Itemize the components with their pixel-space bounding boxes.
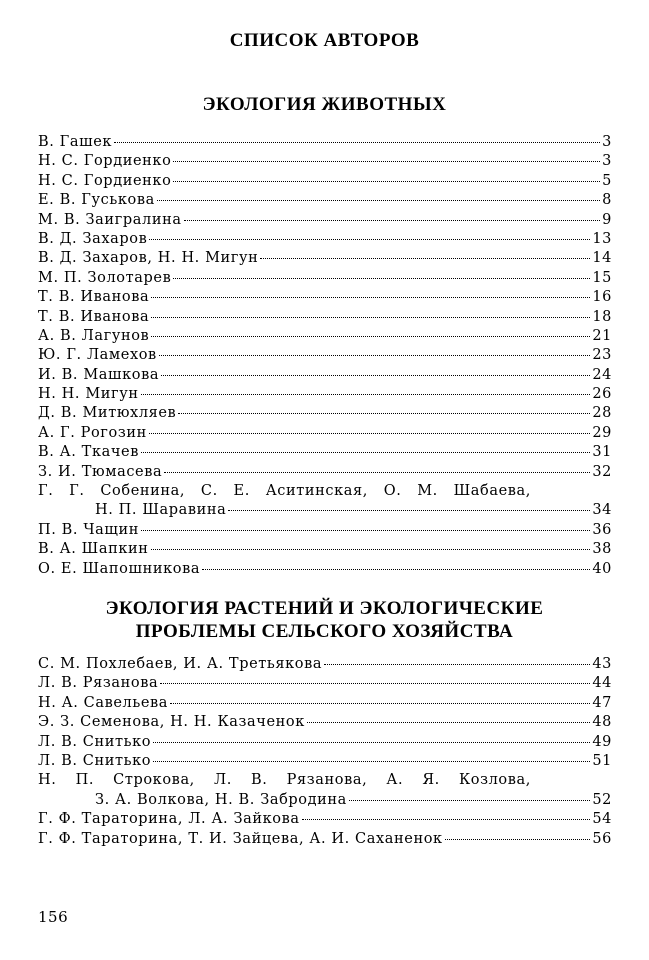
toc-entry-author: Н. Н. Мигун (38, 386, 139, 403)
toc-entry (38, 424, 612, 443)
toc-entry (38, 791, 612, 810)
word: Строкова, (113, 772, 195, 789)
word: Козлова, (458, 772, 531, 789)
dot-leader (157, 200, 600, 201)
toc-entry (38, 346, 612, 365)
toc-entry-author: М. В. Заигралина (38, 211, 182, 228)
toc-entry (38, 133, 612, 152)
word: Аситинская, (265, 483, 369, 500)
dot-leader (151, 336, 590, 337)
word: П. (75, 772, 95, 789)
toc-entry (38, 366, 612, 385)
author-line-words (38, 482, 531, 501)
section-title-line: ПРОБЛЕМЫ СЕЛЬСКОГО ХОЗЯЙСТВА (135, 621, 514, 642)
toc-entry (38, 211, 612, 230)
toc-entry-author: В. А. Ткачев (38, 444, 139, 461)
dot-leader (228, 510, 590, 511)
toc-entry-page: 54 (592, 811, 612, 828)
dot-leader (149, 433, 590, 434)
toc-entry-page: 16 (592, 289, 612, 306)
word: В. (251, 772, 268, 789)
author-list-plant-ecology (38, 655, 612, 849)
toc-entry-page: 43 (592, 656, 612, 672)
dot-leader (160, 683, 590, 684)
word: Е. (233, 483, 250, 500)
toc-entry-author: Т. В. Иванова (38, 289, 150, 306)
toc-entry (38, 521, 612, 540)
author-line-words (38, 771, 531, 790)
toc-entry-page: 48 (592, 714, 612, 731)
toc-entry-author: Л. В. Снитько (38, 733, 152, 750)
toc-entry-author: О. Е. Шапошникова (38, 560, 201, 577)
toc-entry-author: В. Д. Захаров, Н. Н. Мигун (38, 250, 259, 267)
dot-leader (151, 549, 591, 550)
dot-leader (324, 664, 590, 665)
word: Собенина, (100, 483, 186, 500)
dot-leader (184, 220, 601, 221)
word: Шабаева, (453, 483, 531, 500)
toc-entry (38, 560, 612, 579)
toc-entry-author: З. И. Тюмасева (38, 463, 163, 480)
dot-leader (173, 161, 600, 162)
toc-entry-author: Л. В. Рязанова (38, 675, 159, 692)
toc-entry-page: 40 (592, 560, 612, 577)
toc-entry-author: Л. В. Снитько (38, 752, 152, 769)
page-number: 156 (38, 908, 69, 926)
toc-entry (38, 501, 612, 520)
toc-entry-page: 28 (592, 405, 612, 422)
section-title-plant-ecology (0, 597, 649, 643)
toc-entry-page: 32 (592, 463, 612, 480)
toc-entry-page: 23 (592, 347, 612, 364)
toc-entry-author: А. В. Лагунов (38, 327, 150, 344)
toc-entry (38, 733, 612, 752)
toc-entry-page: 47 (592, 694, 612, 711)
toc-entry-page: 24 (592, 366, 612, 383)
word: М. (417, 483, 438, 500)
toc-entry-page: 56 (592, 830, 612, 847)
toc-entry-author: Н. П. Шаравина (95, 502, 227, 519)
toc-entry-page: 8 (602, 192, 612, 209)
word: А. (386, 772, 404, 789)
word: С. (200, 483, 218, 500)
dot-leader (149, 239, 590, 240)
word: Рязанова, (286, 772, 368, 789)
dot-leader (141, 452, 590, 453)
dot-leader (153, 742, 590, 743)
toc-entry (38, 655, 612, 674)
toc-entry-page: 21 (592, 327, 612, 344)
toc-entry (38, 152, 612, 171)
toc-entry-page: 15 (592, 269, 612, 286)
toc-entry-author: Т. В. Иванова (38, 308, 150, 325)
toc-entry-page: 36 (592, 521, 612, 538)
toc-entry-author: М. П. Золотарев (38, 269, 172, 286)
toc-entry-author: Н. С. Гордиенко (38, 172, 172, 189)
section-title-animal-ecology (0, 93, 649, 116)
dot-leader (349, 800, 590, 801)
toc-entry-author: Г. Ф. Тараторина, Л. А. Зайкова (38, 811, 300, 828)
toc-entry-author: В. Д. Захаров (38, 230, 148, 247)
toc-entry-author: Г. Ф. Тараторина, Т. И. Зайцева, А. И. Саханенок (38, 830, 443, 847)
toc-entry-page: 49 (592, 733, 612, 750)
toc-entry-author: И. В. Машкова (38, 366, 160, 383)
toc-entry-author: Е. В. Гуськова (38, 192, 155, 209)
section-title-line: ЭКОЛОГИЯ РАСТЕНИЙ И ЭКОЛОГИЧЕСКИЕ (105, 598, 544, 619)
dot-leader (307, 722, 590, 723)
toc-entry (38, 230, 612, 249)
toc-entry-page: 14 (592, 250, 612, 267)
dot-leader (173, 278, 590, 279)
dot-leader (164, 472, 590, 473)
toc-entry-page: 3 (602, 153, 612, 170)
dot-leader (151, 297, 590, 298)
toc-entry-page: 34 (592, 502, 612, 519)
toc-entry (38, 249, 612, 268)
toc-entry (38, 540, 612, 559)
dot-leader (202, 569, 590, 570)
toc-entry (38, 385, 612, 404)
toc-entry-page: 5 (602, 172, 612, 189)
dot-leader (260, 258, 590, 259)
toc-entry-page: 18 (592, 308, 612, 325)
toc-entry (38, 172, 612, 191)
toc-entry (38, 674, 612, 693)
toc-entry-author: Н. С. Гордиенко (38, 153, 172, 170)
toc-entry-page: 29 (592, 424, 612, 441)
dot-leader (302, 819, 591, 820)
toc-entry-author: Н. А. Савельева (38, 694, 169, 711)
toc-entry (38, 463, 612, 482)
word: Г. (38, 483, 54, 500)
toc-entry (38, 191, 612, 210)
toc-entry (38, 713, 612, 732)
toc-entry-author: З. А. Волкова, Н. В. Забродина (95, 791, 347, 808)
toc-entry-author: Ю. Г. Ламехов (38, 347, 157, 364)
toc-entry (38, 752, 612, 771)
toc-entry-author: В. Гашек (38, 134, 113, 150)
word: Г. (69, 483, 85, 500)
toc-entry-page: 52 (592, 791, 612, 808)
toc-entry-author: П. В. Чащин (38, 521, 139, 538)
toc-entry-page: 3 (602, 134, 612, 150)
word: Я. (422, 772, 440, 789)
dot-leader (153, 761, 590, 762)
toc-entry (38, 288, 612, 307)
dot-leader (141, 530, 590, 531)
dot-leader (114, 142, 600, 143)
dot-leader (170, 703, 590, 704)
word: Л. (214, 772, 232, 789)
toc-entry (38, 830, 612, 849)
toc-entry-author: В. А. Шапкин (38, 541, 149, 558)
dot-leader (159, 355, 591, 356)
toc-entry-page: 13 (592, 230, 612, 247)
dot-leader (178, 413, 590, 414)
toc-entry-author: А. Г. Рогозин (38, 424, 147, 441)
toc-entry-page: 26 (592, 386, 612, 403)
toc-entry (38, 327, 612, 346)
page-title: СПИСОК АВТОРОВ (229, 30, 420, 51)
toc-entry-author: Э. З. Семенова, Н. Н. Казаченок (38, 714, 305, 731)
toc-entry (38, 308, 612, 327)
toc-entry (38, 269, 612, 288)
toc-entry (38, 810, 612, 829)
toc-entry-page: 38 (592, 541, 612, 558)
author-list-animal-ecology (38, 133, 612, 579)
dot-leader (151, 317, 590, 318)
toc-entry-author-line (38, 482, 612, 501)
dot-leader (173, 181, 600, 182)
word: Н. (38, 772, 57, 789)
toc-entry-page: 31 (592, 444, 612, 461)
toc-entry-author: С. М. Похлебаев, И. А. Третьякова (38, 656, 323, 672)
toc-entry (38, 404, 612, 423)
word: О. (383, 483, 402, 500)
dot-leader (141, 394, 591, 395)
toc-entry-author-line (38, 771, 612, 790)
toc-entry-page: 51 (592, 752, 612, 769)
dot-leader (161, 375, 590, 376)
toc-entry (38, 443, 612, 462)
toc-entry (38, 694, 612, 713)
toc-entry-page: 9 (602, 211, 612, 228)
dot-leader (445, 839, 591, 840)
toc-entry-page: 44 (592, 675, 612, 692)
section-title-line: ЭКОЛОГИЯ ЖИВОТНЫХ (202, 94, 447, 115)
toc-entry-author: Д. В. Митюхляев (38, 405, 177, 422)
